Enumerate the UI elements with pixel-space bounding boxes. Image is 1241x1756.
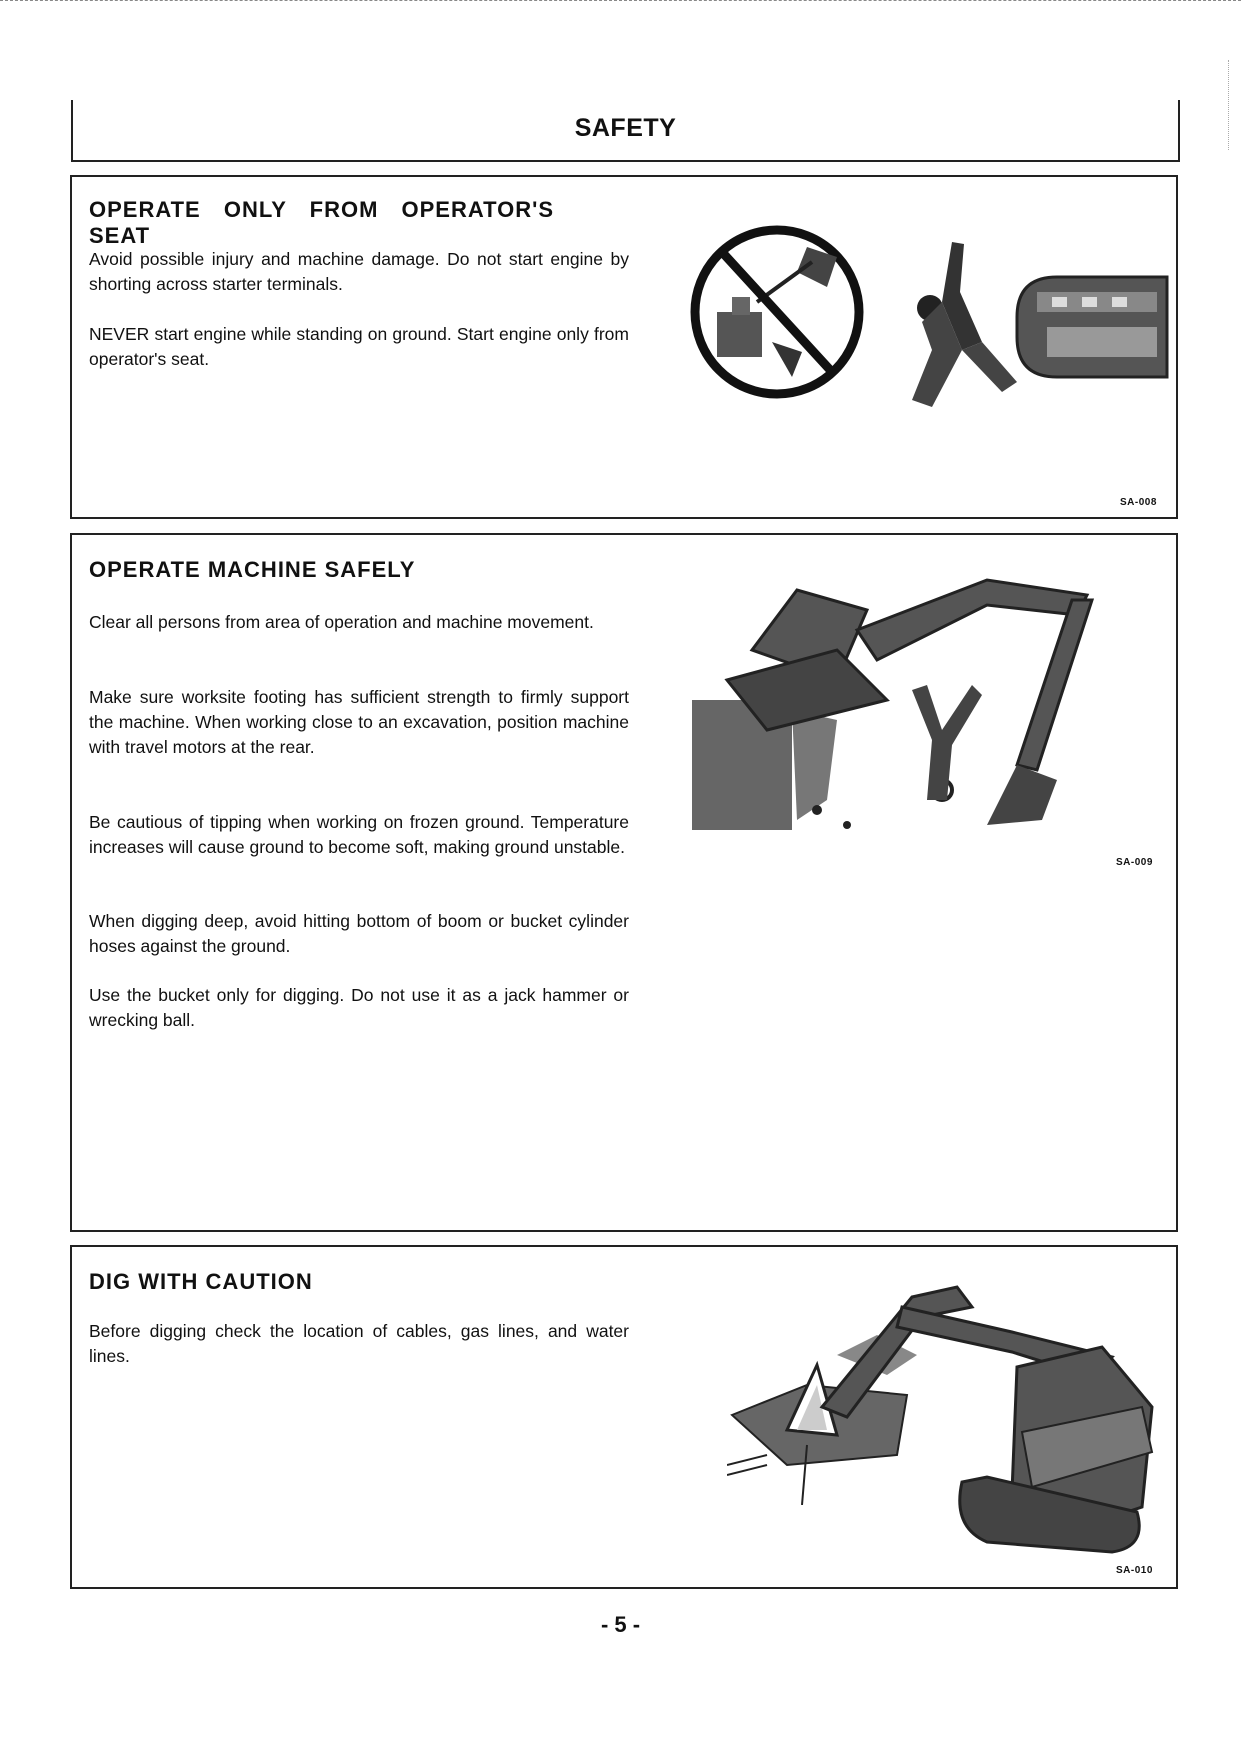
figure-code: SA-008 bbox=[1120, 497, 1157, 508]
page-title: SAFETY bbox=[574, 114, 677, 142]
figure-code: SA-009 bbox=[1116, 857, 1153, 868]
excavator-icon bbox=[782, 1257, 1162, 1557]
section-operate-machine-safely bbox=[70, 533, 1178, 1232]
page-number: - 5 - bbox=[600, 1612, 641, 1637]
tipping-excavator-icon bbox=[687, 570, 1167, 840]
paragraph: Avoid possible injury and machine damage. Do not start engine by shorting across starter terminals. bbox=[89, 249, 629, 294]
paragraph: Make sure worksite footing has sufficient strength to firmly support the machine. When working close to an excavation, position machine with travel motors at the rear. bbox=[89, 687, 629, 757]
paragraph: When digging deep, avoid hitting bottom of boom or bucket cylinder hoses against the ground. bbox=[89, 911, 629, 956]
paragraph: Use the bucket only for digging. Do not use it as a jack hammer or wrecking ball. bbox=[89, 985, 629, 1030]
page-header bbox=[71, 100, 1180, 162]
section-operate-from-seat bbox=[70, 175, 1178, 519]
paragraph: Clear all persons from area of operation and machine movement. bbox=[89, 612, 594, 632]
crawler-track-icon bbox=[1007, 267, 1177, 387]
paragraph: NEVER start engine while standing on ground. Start engine only from operator's seat. bbox=[89, 324, 629, 369]
page-top-edge bbox=[0, 0, 1241, 4]
paragraph: Be cautious of tipping when working on frozen ground. Temperature increases will cause ground to become soft, making ground unstable. bbox=[89, 812, 629, 857]
section-dig-with-caution bbox=[70, 1245, 1178, 1589]
section-title: DIG WITH CAUTION bbox=[89, 1269, 313, 1294]
paragraph: Before digging check the location of cables, gas lines, and water lines. bbox=[89, 1321, 629, 1366]
section-title: OPERATE ONLY FROM OPERATOR'S SEAT bbox=[89, 197, 555, 248]
figure-code: SA-010 bbox=[1116, 1565, 1153, 1576]
margin-mark bbox=[1228, 60, 1230, 150]
section-title: OPERATE MACHINE SAFELY bbox=[89, 557, 416, 582]
